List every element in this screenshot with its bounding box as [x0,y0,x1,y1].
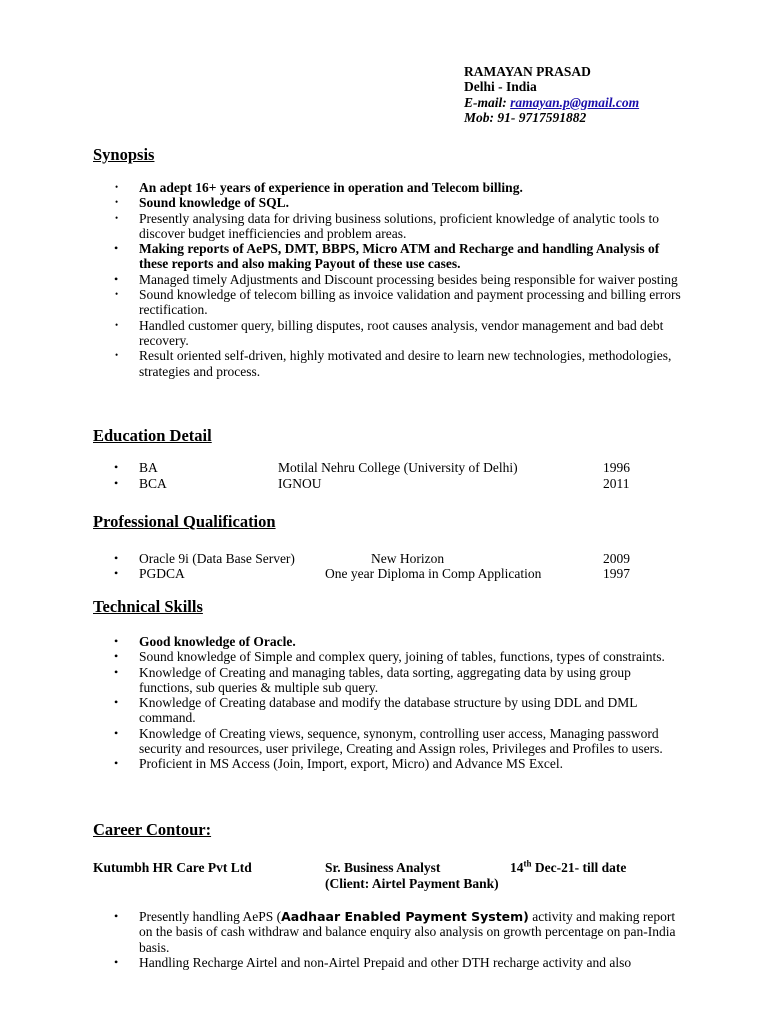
email-line [464,95,639,110]
list-item [93,649,683,664]
bullet-icon: • [114,476,119,490]
list-item [93,756,683,771]
bullet-icon: • [115,289,119,300]
table-row [93,476,693,492]
professional-year: 1997 [603,566,630,581]
bullet-icon: • [114,664,119,679]
bullet-icon: • [115,197,119,208]
bullet-icon: • [115,319,119,330]
bullet-icon: • [115,212,119,223]
synopsis-item-text: Sound knowledge of telecom billing as invoice validation and payment processing and billing errors rectification. [139,287,681,318]
bullet-icon: • [114,695,119,710]
bullet-icon: • [114,725,119,740]
contact-block [464,64,639,125]
candidate-location: Delhi - India [464,79,537,95]
technical-item-text: Knowledge of Creating database and modify the database structure by using DDL and DML command. [139,695,637,726]
technical-item-text: Knowledge of Creating and managing tables, data sorting, aggregating data by using group functions, sub queries & multiple sub query. [139,664,631,695]
table-row [93,551,693,567]
job-date [510,860,626,875]
list-item [93,634,683,649]
bullet-icon: • [114,241,119,256]
list-item [93,195,683,210]
education-institute: Motilal Nehru College (University of Delhi) [278,460,518,475]
bullet-icon: • [115,350,119,361]
career-list [93,909,683,970]
professional-institute: One year Diploma in Comp Application [325,566,542,581]
synopsis-list [93,180,683,379]
bullet-icon: • [114,566,119,580]
list-item [93,726,683,757]
bullet-icon: • [114,551,119,565]
professional-year: 2009 [603,551,630,566]
career-heading: Career Contour: [93,820,212,839]
list-item [93,211,683,242]
bullet-icon: • [114,649,119,664]
synopsis-item-text: Sound knowledge of SQL. [139,195,290,211]
list-item [93,665,683,696]
professional-heading: Professional Qualification [93,512,276,531]
list-item [93,909,683,955]
technical-item-text: Knowledge of Creating views, sequence, synonym, controlling user access, Managing password security and resources, user privilege, Creating and Assign roles, Privileges and Profiles to users. [139,725,663,757]
list-item [93,955,683,970]
bullet-icon: • [114,271,119,286]
bullet-icon: • [114,954,119,969]
bullet-icon: • [114,634,119,648]
synopsis-item-text: Making reports of AePS, DMT, BBPS, Micro ATM and Recharge and handling Analysis of these reports and also making Payout of these use cases. [139,241,660,272]
list-item [93,180,683,195]
technical-item-text: Sound knowledge of Simple and complex query, joining of tables, functions, types of constraints. [139,649,665,665]
email-label: E-mail: [464,94,507,110]
career-item-pre: Handling Recharge Airtel and non-Airtel Prepaid and other DTH recharge activity and also [139,954,632,970]
list-item [93,287,683,318]
synopsis-item-text: Presently analysing data for driving business solutions, proficient knowledge of analytic tools to discover budget inefficiencies and problem areas. [139,210,660,241]
list-item [93,318,683,349]
email-link[interactable]: ramayan.p@gmail.com [510,94,640,110]
job-date-suffix: th [523,858,532,869]
job-client: (Client: Airtel Payment Bank) [325,876,499,891]
education-institute: IGNOU [278,476,322,491]
list-item [93,348,683,379]
bullet-icon: • [115,182,119,192]
candidate-name: RAMAYAN PRASAD [464,64,591,79]
synopsis-heading: Synopsis [93,145,155,164]
list-item [93,695,683,726]
company-name: Kutumbh HR Care Pvt Ltd [93,860,252,875]
list-item [93,272,683,287]
job-date-day: 14 [510,860,524,875]
table-row [93,460,693,476]
mobile-line: Mob: 91- 9717591882 [464,109,587,125]
bullet-icon: • [114,460,119,474]
education-degree: BCA [139,476,167,491]
bullet-icon: • [114,909,119,923]
education-degree: BA [139,460,158,475]
career-item-post: activity and making report on the basis of cash withdraw and balance enquiry also analysis on growth percentage on pan-India basis. [139,909,676,955]
education-year: 1996 [603,460,630,475]
job-role: Sr. Business Analyst [325,860,441,875]
professional-institute: New Horizon [371,551,445,566]
professional-course: Oracle 9i (Data Base Server) [139,551,295,566]
education-year: 2011 [603,476,630,491]
education-heading: Education Detail [93,426,212,445]
bullet-icon: • [114,756,119,771]
synopsis-item-text: Managed timely Adjustments and Discount processing besides being responsible for waiver posting [139,271,678,287]
professional-course: PGDCA [139,566,185,581]
technical-heading: Technical Skills [93,597,203,616]
career-item-pre: Presently handling AePS ( [139,909,282,924]
job-date-rest: Dec-21- till date [531,860,627,875]
table-row [93,566,693,582]
list-item [93,241,683,272]
synopsis-item-text: Handled customer query, billing disputes, root causes analysis, vendor management and bad debt recovery. [139,317,664,348]
technical-item-text: Proficient in MS Access (Join, Import, export, Micro) and Advance MS Excel. [139,756,564,772]
technical-list [93,634,683,772]
synopsis-item-text: An adept 16+ years of experience in operation and Telecom billing. [139,180,523,195]
technical-item-text: Good knowledge of Oracle. [139,634,296,649]
synopsis-item-text: Result oriented self-driven, highly motivated and desire to learn new technologies, methodologies, strategies and process. [139,348,672,379]
career-item-strong: Aadhaar Enabled Payment System) [281,909,529,924]
